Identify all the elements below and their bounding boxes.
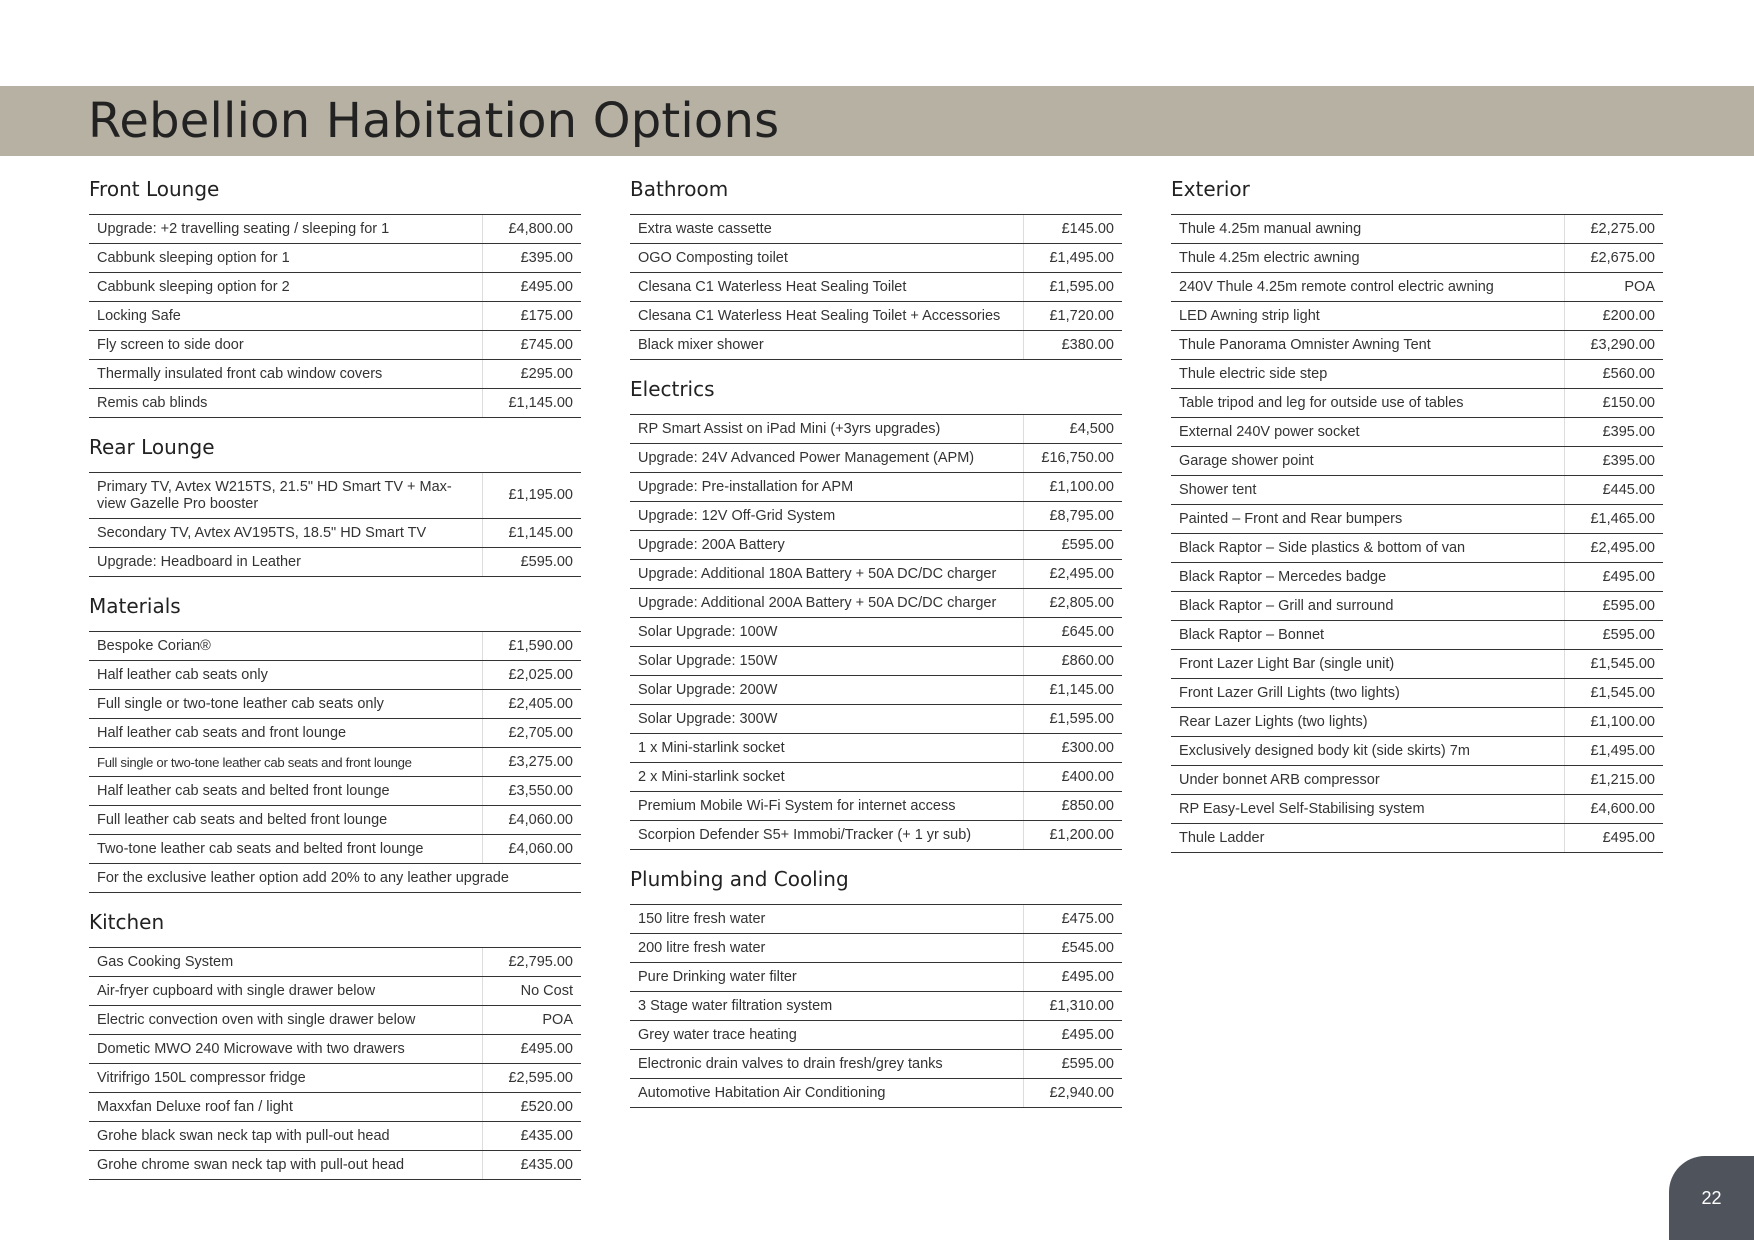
option-label: Dometic MWO 240 Microwave with two drawers (97, 1040, 405, 1057)
option-label: Shower tent (1179, 481, 1257, 498)
table-row (89, 331, 581, 360)
option-price: £1,545.00 (1564, 650, 1663, 678)
table-row (89, 273, 581, 302)
option-price: £395.00 (1564, 418, 1663, 446)
option-price: £4,060.00 (482, 806, 581, 834)
table-row (89, 389, 581, 418)
option-price: £435.00 (482, 1151, 581, 1179)
option-label: Under bonnet ARB compressor (1179, 771, 1380, 788)
options-table (630, 214, 1122, 360)
options-table (89, 472, 581, 577)
option-price: POA (1564, 273, 1663, 301)
option-label: Grohe chrome swan neck tap with pull-out head (97, 1156, 405, 1173)
page-title: Rebellion Habitation Options (88, 93, 780, 149)
table-row (89, 777, 581, 806)
table-row (1171, 795, 1663, 824)
option-price: £8,795.00 (1023, 502, 1122, 530)
table-row (1171, 331, 1663, 360)
table-row (630, 273, 1122, 302)
option-label: Automotive Habitation Air Conditioning (638, 1084, 886, 1101)
table-row (630, 531, 1122, 560)
section-materials (89, 591, 581, 893)
table-row (630, 302, 1122, 331)
table-row (89, 748, 581, 777)
table-row (1171, 418, 1663, 447)
option-price: £145.00 (1023, 215, 1122, 243)
section-front-lounge (89, 174, 581, 418)
table-row (89, 632, 581, 661)
table-row (89, 1035, 581, 1064)
option-label: Electronic drain valves to drain fresh/grey tanks (638, 1055, 943, 1072)
option-label: Solar Upgrade: 150W (638, 652, 778, 669)
table-row (1171, 824, 1663, 853)
option-label: 3 Stage water filtration system (638, 997, 833, 1014)
option-label: Half leather cab seats only (97, 666, 268, 683)
option-label: Front Lazer Light Bar (single unit) (1179, 655, 1395, 672)
option-price: £3,275.00 (482, 748, 581, 776)
option-label: Cabbunk sleeping option for 1 (97, 249, 290, 266)
table-row (1171, 215, 1663, 244)
option-price: £150.00 (1564, 389, 1663, 417)
option-label: Grey water trace heating (638, 1026, 797, 1043)
option-price: £2,795.00 (482, 948, 581, 976)
column-middle (630, 174, 1122, 1108)
section-title: Rear Lounge (89, 435, 215, 459)
table-row (630, 1050, 1122, 1079)
table-row (630, 244, 1122, 273)
table-row (630, 415, 1122, 444)
option-label: Maxxfan Deluxe roof fan / light (97, 1098, 293, 1115)
option-label: Upgrade: 12V Off-Grid System (638, 507, 836, 524)
section-exterior (1171, 174, 1663, 853)
option-price: £1,145.00 (482, 519, 581, 547)
option-price: £175.00 (482, 302, 581, 330)
section-title: Bathroom (630, 177, 729, 201)
table-row (89, 302, 581, 331)
table-row (630, 934, 1122, 963)
option-label: Pure Drinking water filter (638, 968, 797, 985)
option-price: £1,545.00 (1564, 679, 1663, 707)
table-row (1171, 360, 1663, 389)
option-price: £300.00 (1023, 734, 1122, 762)
table-row (1171, 650, 1663, 679)
table-row (630, 734, 1122, 763)
option-price: £2,805.00 (1023, 589, 1122, 617)
table-row (630, 560, 1122, 589)
option-label: Solar Upgrade: 200W (638, 681, 778, 698)
table-row (630, 331, 1122, 360)
option-label: Half leather cab seats and belted front lounge (97, 782, 390, 799)
option-label: Two-tone leather cab seats and belted front lounge (97, 840, 424, 857)
option-label: Clesana C1 Waterless Heat Sealing Toilet + Accessories (638, 307, 1001, 324)
option-label: RP Easy-Level Self-Stabilising system (1179, 800, 1425, 817)
option-price: £745.00 (482, 331, 581, 359)
options-table (89, 631, 581, 893)
table-row (89, 1151, 581, 1180)
option-label: Thule Panorama Omnister Awning Tent (1179, 336, 1431, 353)
option-price: £4,060.00 (482, 835, 581, 863)
option-price: £1,495.00 (1023, 244, 1122, 272)
option-price: £850.00 (1023, 792, 1122, 820)
option-price: £2,595.00 (482, 1064, 581, 1092)
section-title: Front Lounge (89, 177, 220, 201)
table-row (89, 719, 581, 748)
option-label: Upgrade: 200A Battery (638, 536, 785, 553)
option-label: Black Raptor – Grill and surround (1179, 597, 1394, 614)
section-plumbing-cooling (630, 864, 1122, 1108)
option-label: Clesana C1 Waterless Heat Sealing Toilet (638, 278, 907, 295)
table-row (89, 1093, 581, 1122)
table-row (89, 360, 581, 389)
option-price: £16,750.00 (1023, 444, 1122, 472)
table-row (630, 647, 1122, 676)
page-number: 22 (1669, 1156, 1754, 1240)
option-label: Upgrade: Pre-installation for APM (638, 478, 854, 495)
option-label: Primary TV, Avtex W215TS, 21.5" HD Smart TV + Max-view Gazelle Pro booster (97, 478, 452, 512)
table-row (89, 1122, 581, 1151)
option-price: £395.00 (482, 244, 581, 272)
table-row (630, 905, 1122, 934)
option-price: £3,290.00 (1564, 331, 1663, 359)
option-price: £495.00 (1023, 1021, 1122, 1049)
table-row (89, 519, 581, 548)
option-price: £475.00 (1023, 905, 1122, 933)
option-label: Upgrade: +2 travelling seating / sleeping for 1 (97, 220, 390, 237)
table-row (89, 806, 581, 835)
table-row (630, 618, 1122, 647)
table-row (630, 502, 1122, 531)
options-table (630, 414, 1122, 850)
table-row (630, 215, 1122, 244)
table-row (630, 1079, 1122, 1108)
table-row (630, 992, 1122, 1021)
option-price: £1,145.00 (482, 389, 581, 417)
option-label: Grohe black swan neck tap with pull-out head (97, 1127, 390, 1144)
table-row (89, 473, 581, 519)
option-label: Upgrade: Headboard in Leather (97, 553, 301, 570)
option-label: Cabbunk sleeping option for 2 (97, 278, 290, 295)
option-label: Bespoke Corian® (97, 637, 211, 654)
table-row (1171, 244, 1663, 273)
table-row (630, 676, 1122, 705)
option-label: 2 x Mini-starlink socket (638, 768, 785, 785)
option-label: External 240V power socket (1179, 423, 1360, 440)
option-label: Extra waste cassette (638, 220, 772, 237)
option-label: Upgrade: Additional 180A Battery + 50A DC/DC charger (638, 565, 997, 582)
column-right (1171, 174, 1663, 853)
table-row (630, 963, 1122, 992)
table-row (1171, 476, 1663, 505)
table-row (1171, 679, 1663, 708)
option-label: Table tripod and leg for outside use of tables (1179, 394, 1464, 411)
option-price: £1,215.00 (1564, 766, 1663, 794)
section-kitchen (89, 907, 581, 1180)
option-price: £400.00 (1023, 763, 1122, 791)
table-row (1171, 505, 1663, 534)
option-label: 200 litre fresh water (638, 939, 766, 956)
options-table (1171, 214, 1663, 853)
option-price: £380.00 (1023, 331, 1122, 359)
option-label: OGO Composting toilet (638, 249, 788, 266)
section-title: Kitchen (89, 910, 165, 934)
table-row (1171, 302, 1663, 331)
option-price: £1,195.00 (482, 473, 581, 518)
option-price: £495.00 (482, 273, 581, 301)
option-price: £560.00 (1564, 360, 1663, 388)
option-price: £2,495.00 (1023, 560, 1122, 588)
table-row (630, 1021, 1122, 1050)
table-row (1171, 563, 1663, 592)
option-label: Thule Ladder (1179, 829, 1265, 846)
option-label: Thule electric side step (1179, 365, 1328, 382)
table-row (89, 661, 581, 690)
table-row (89, 948, 581, 977)
table-row (1171, 389, 1663, 418)
option-price: £595.00 (1023, 1050, 1122, 1078)
option-price: £2,405.00 (482, 690, 581, 718)
table-row (89, 690, 581, 719)
table-row (630, 705, 1122, 734)
table-row (1171, 621, 1663, 650)
option-label: Secondary TV, Avtex AV195TS, 18.5" HD Smart TV (97, 524, 427, 541)
option-price: £545.00 (1023, 934, 1122, 962)
option-price: £435.00 (482, 1122, 581, 1150)
option-label: Exclusively designed body kit (side skirts) 7m (1179, 742, 1470, 759)
option-price: £520.00 (482, 1093, 581, 1121)
option-label: Thule 4.25m electric awning (1179, 249, 1360, 266)
option-price: £1,200.00 (1023, 821, 1122, 849)
section-rear-lounge (89, 432, 581, 577)
option-price: £1,465.00 (1564, 505, 1663, 533)
option-label: Scorpion Defender S5+ Immobi/Tracker (+ 1 yr sub) (638, 826, 972, 843)
option-label: Front Lazer Grill Lights (two lights) (1179, 684, 1400, 701)
option-price: £1,595.00 (1023, 705, 1122, 733)
table-row (89, 977, 581, 1006)
column-left (89, 174, 581, 1180)
table-row (1171, 766, 1663, 795)
option-label: Locking Safe (97, 307, 181, 324)
option-label: LED Awning strip light (1179, 307, 1320, 324)
option-label: 150 litre fresh water (638, 910, 766, 927)
option-label: RP Smart Assist on iPad Mini (+3yrs upgrades) (638, 420, 941, 437)
table-row (89, 1006, 581, 1035)
section-title: Exterior (1171, 177, 1250, 201)
option-label: Remis cab blinds (97, 394, 208, 411)
option-price: £1,595.00 (1023, 273, 1122, 301)
option-price: £3,550.00 (482, 777, 581, 805)
table-row (630, 763, 1122, 792)
option-label: Electric convection oven with single drawer below (97, 1011, 416, 1028)
option-label: Half leather cab seats and front lounge (97, 724, 347, 741)
option-price: £2,495.00 (1564, 534, 1663, 562)
option-label: 1 x Mini-starlink socket (638, 739, 785, 756)
option-price: £860.00 (1023, 647, 1122, 675)
option-label: Gas Cooking System (97, 953, 234, 970)
option-label: Full leather cab seats and belted front lounge (97, 811, 388, 828)
option-label: Garage shower point (1179, 452, 1314, 469)
section-title: Materials (89, 594, 181, 618)
table-row (1171, 592, 1663, 621)
table-row (630, 589, 1122, 618)
table-row (89, 1064, 581, 1093)
table-row (1171, 447, 1663, 476)
option-label: Black Raptor – Mercedes badge (1179, 568, 1387, 585)
option-label: 240V Thule 4.25m remote control electric awning (1179, 278, 1494, 295)
option-price: £1,495.00 (1564, 737, 1663, 765)
table-row (630, 821, 1122, 850)
option-price: £4,500 (1023, 415, 1122, 443)
section-title: Plumbing and Cooling (630, 867, 849, 891)
section-bathroom (630, 174, 1122, 360)
section-electrics (630, 374, 1122, 850)
option-label: Premium Mobile Wi-Fi System for internet access (638, 797, 956, 814)
options-table (89, 947, 581, 1180)
option-label: Upgrade: 24V Advanced Power Management (APM) (638, 449, 975, 466)
option-price: £4,600.00 (1564, 795, 1663, 823)
option-label: Air-fryer cupboard with single drawer below (97, 982, 376, 999)
option-label: Black mixer shower (638, 336, 764, 353)
option-label: Thermally insulated front cab window covers (97, 365, 383, 382)
table-row (630, 444, 1122, 473)
option-price: £395.00 (1564, 447, 1663, 475)
table-row (1171, 273, 1663, 302)
option-price: £495.00 (1564, 563, 1663, 591)
option-label: Vitrifrigo 150L compressor fridge (97, 1069, 306, 1086)
table-row (1171, 708, 1663, 737)
table-row (89, 244, 581, 273)
option-price: £2,940.00 (1023, 1079, 1122, 1107)
option-label: Rear Lazer Lights (two lights) (1179, 713, 1368, 730)
option-price: £595.00 (482, 548, 581, 576)
option-price: £2,705.00 (482, 719, 581, 747)
option-price: £2,675.00 (1564, 244, 1663, 272)
option-label: Full single or two-tone leather cab seats and front lounge (97, 754, 412, 770)
option-label: Solar Upgrade: 300W (638, 710, 778, 727)
option-label: Solar Upgrade: 100W (638, 623, 778, 640)
option-label: Black Raptor – Bonnet (1179, 626, 1325, 643)
option-note: For the exclusive leather option add 20% to any leather upgrade (97, 869, 509, 886)
option-price: £595.00 (1023, 531, 1122, 559)
option-price: £1,100.00 (1564, 708, 1663, 736)
table-row (89, 835, 581, 864)
option-label: Fly screen to side door (97, 336, 244, 353)
option-price: £595.00 (1564, 592, 1663, 620)
table-row (1171, 737, 1663, 766)
option-price: £495.00 (1564, 824, 1663, 852)
table-row (1171, 534, 1663, 563)
option-price: £495.00 (1023, 963, 1122, 991)
section-title: Electrics (630, 377, 715, 401)
option-price: £4,800.00 (482, 215, 581, 243)
option-price: £495.00 (482, 1035, 581, 1063)
option-price: £2,275.00 (1564, 215, 1663, 243)
option-price: £595.00 (1564, 621, 1663, 649)
option-price: £1,145.00 (1023, 676, 1122, 704)
option-price: £1,310.00 (1023, 992, 1122, 1020)
option-price: £1,720.00 (1023, 302, 1122, 330)
option-label: Thule 4.25m manual awning (1179, 220, 1362, 237)
table-row (89, 548, 581, 577)
option-label: Black Raptor – Side plastics & bottom of van (1179, 539, 1466, 556)
option-price: £200.00 (1564, 302, 1663, 330)
option-label: Full single or two-tone leather cab seats only (97, 695, 384, 712)
option-price: No Cost (482, 977, 581, 1005)
option-label: Upgrade: Additional 200A Battery + 50A DC/DC charger (638, 594, 997, 611)
option-price: POA (482, 1006, 581, 1034)
options-table (89, 214, 581, 418)
option-price: £645.00 (1023, 618, 1122, 646)
options-table (630, 904, 1122, 1108)
table-note-row (89, 864, 581, 893)
option-price: £2,025.00 (482, 661, 581, 689)
option-price: £295.00 (482, 360, 581, 388)
option-price: £1,590.00 (482, 632, 581, 660)
table-row (89, 215, 581, 244)
option-label: Painted – Front and Rear bumpers (1179, 510, 1403, 527)
table-row (630, 473, 1122, 502)
option-price: £1,100.00 (1023, 473, 1122, 501)
table-row (630, 792, 1122, 821)
option-price: £445.00 (1564, 476, 1663, 504)
